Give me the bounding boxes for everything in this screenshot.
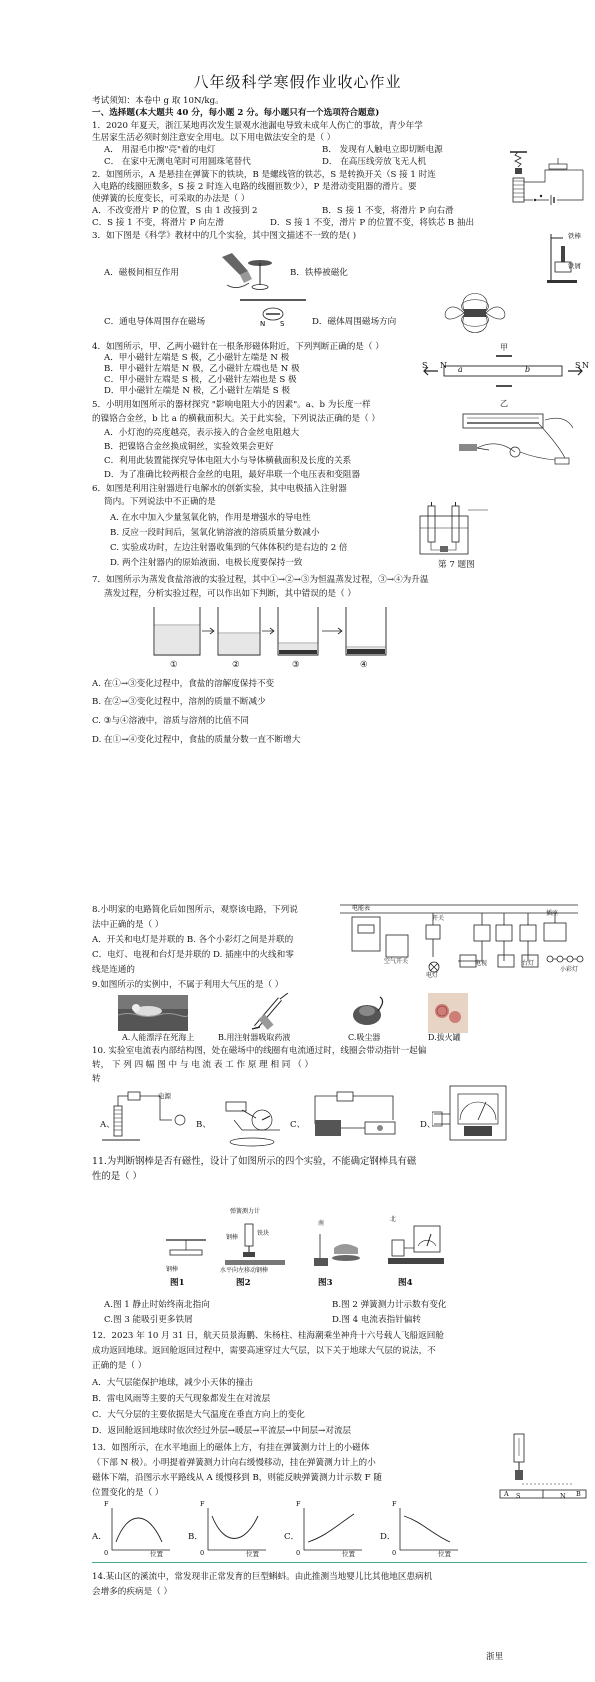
q4-option-a: A．甲小磁针左端是 S 极，乙小磁针左端是 N 极 <box>104 353 290 363</box>
q3-stem: 3．如下图是《科学》教材中的几个实验，其中图文描述不一致的是( ) <box>92 231 357 241</box>
q5-stem: 5．小明用如图所示的器材探究 "影响电阻大小的因素"。a、b 为长度一样 <box>92 400 371 410</box>
q7-label-3: ③ <box>292 660 300 670</box>
q13-graph-b-axis-x: 位置 <box>246 1550 259 1558</box>
q13-graph-d <box>392 1506 462 1556</box>
q1-stem: 1．2020 年夏天，浙江某地再次发生景观水池漏电导致未成年人伤亡的事故，青少年学 <box>92 121 423 131</box>
q13-graph-c-axis-x: 位置 <box>342 1550 355 1558</box>
q11-option-b: B.图 2 弹簧测力计示数有变化 <box>332 1300 447 1310</box>
q8-fig-label-socket: 插座 <box>546 910 559 917</box>
q4-option-b: B．甲小磁针左端是 N 极，乙小磁针左端也是 N 极 <box>104 364 300 374</box>
q11-fig-label-spring: 弹簧测力计 <box>230 1208 261 1215</box>
q12-option-c: C．大气分层的主要依据是大气温度在垂直方向上的变化 <box>92 1410 305 1420</box>
q4-fig-label-yi: 乙 <box>500 399 508 408</box>
q2-solenoid-figure <box>505 150 590 212</box>
q13-stem-3: 磁体下端，沿图示水平路线从 A 缓慢移到 B，则能反映弹簧测力计示数 F 随 <box>92 1473 382 1483</box>
svg-text:S: S <box>280 320 285 328</box>
q13-fig-label-n: N <box>560 1492 566 1500</box>
q1-stem-2: 生居家生活必须时刻注意安全用电。以下用电做法安全的是（ ） <box>92 133 336 143</box>
q12-option-d: D．返回舱返回地球时依次经过外层→暖层→平流层→中间层→对流层 <box>92 1426 352 1436</box>
q2-option-c: C．S 接 1 不变，将滑片 P 向左滑 <box>92 218 224 228</box>
q8-fig-label-air-switch: 空气开关 <box>384 958 409 965</box>
q13-graph-c-origin: 0 <box>296 1549 301 1557</box>
q13-graph-b <box>200 1506 270 1556</box>
q13-graph-c-axis-f: F <box>296 1500 301 1508</box>
q8-fig-label-lamp: 电灯 <box>426 972 439 979</box>
q9-figure-c-vacuum <box>348 995 386 1031</box>
q13-graph-label-d: D． <box>380 1532 396 1542</box>
q10-stem-2: 转， 下 列 四 幅 图 中 与 电 流 表 工 作 原 理 相 同 （ ） <box>92 1060 314 1070</box>
q11-fig-label-rod-1: 钢棒 <box>166 1266 179 1273</box>
q10-label-d: D、 <box>420 1120 436 1130</box>
q10-label-c: C、 <box>290 1120 306 1130</box>
q5-resistance-figure <box>455 408 585 478</box>
q8-option-d-cont: 线是连通的 <box>92 965 135 975</box>
q2-option-a: A．不改变滑片 P 的位置，S 由 1 改接到 2 <box>92 206 258 216</box>
q8-fig-label-meter: 电能表 <box>352 905 371 912</box>
q13-graph-a-axis-f: F <box>104 1500 109 1508</box>
q6-figure-caption: 第 7 题图 <box>438 560 475 570</box>
q11-figure-2 <box>215 1222 295 1272</box>
q13-fig-label-b: B <box>576 1490 581 1498</box>
q12-option-b: B．雷电风雨等主要的天气现象都发生在对流层 <box>92 1394 271 1404</box>
q7-stem-2: 蒸发过程，分析实验过程，可以作出如下判断，其中错误的是（ ） <box>104 589 356 599</box>
q6-stem-2: 筒内。下列说法中不正确的是 <box>104 497 216 507</box>
q13-graph-a-origin: 0 <box>104 1549 109 1557</box>
q7-option-b: B. 在②→③变化过程中，溶剂的质量不断减少 <box>92 697 266 707</box>
q8-fig-label-desk-lamp: 台灯 <box>522 960 535 967</box>
q9-figure-b-syringe <box>250 993 292 1033</box>
q11-fig-label-south: 南 <box>318 1220 325 1227</box>
q3-fig-label-filings: 铁屑 <box>568 262 581 270</box>
q4-fig-n-right: N <box>582 361 589 370</box>
q3-figure-b-magnetize <box>545 232 589 287</box>
q7-option-a: A. 在①→③变化过程中，食盐的溶解度保持不变 <box>92 679 275 689</box>
q11-option-d: D.图 4 电流表指针偏转 <box>332 1315 421 1325</box>
q12-option-a: A．大气层能保护地球，减少小天体的撞击 <box>92 1378 253 1388</box>
q5-option-b: B．把镍铬合金丝换成铜丝，实验效果会更好 <box>104 442 274 452</box>
q13-stem-2: （下部 N 极）。小明提着弹簧测力计向右缓慢移动，挂在弹簧测力计上的小 <box>92 1458 376 1468</box>
q11-fig-label-iron: 铁块 <box>257 1230 270 1237</box>
q7-label-1: ① <box>170 660 178 670</box>
q2-stem-2: 入电路的线圈匝数多，S 接 2 时连入电路的线圈匝数少），P 是滑动变阻器的滑片。要 <box>92 182 417 192</box>
q8-stem: 8.小明家的电路简化后如图所示，观察该电路，下列说 <box>92 905 298 915</box>
q9-figure-a-dead-sea <box>118 995 188 1031</box>
q11-fig-label-2: 图2 <box>236 1278 251 1288</box>
q13-graph-d-axis-f: F <box>392 1500 397 1508</box>
q7-stem: 7．如图所示为蒸发食盐溶液的实验过程，其中①→②→③为恒温蒸发过程，③→④为升温 <box>92 575 429 585</box>
q13-divider <box>92 1562 587 1563</box>
q13-graph-label-c: C． <box>284 1532 300 1542</box>
q8-circuit-figure <box>338 895 588 987</box>
q8-fig-label-tv: 电视 <box>475 960 488 967</box>
q1-option-d: D． 在高压线旁放飞无人机 <box>322 157 427 167</box>
q11-figure-1 <box>162 1238 210 1268</box>
q3-fig-label-rod: 铁棒 <box>568 232 581 240</box>
q11-fig-label-1: 图1 <box>170 1278 185 1288</box>
q10-figure-d <box>432 1084 512 1148</box>
q13-graph-d-origin: 0 <box>392 1549 397 1557</box>
q7-option-c: C. ③与④溶液中，溶质与溶剂的比值不同 <box>92 716 249 726</box>
q9-option-d: D.拔火罐 <box>428 1033 461 1042</box>
q4-fig-s-left: S <box>422 361 428 370</box>
q3-option-c: C．通电导体周围存在磁场 <box>104 317 206 327</box>
q13-fig-label-s: S <box>516 1492 521 1500</box>
q12-stem-3: 正确的是（ ） <box>92 1361 147 1371</box>
q14-stem-2: 会增多的疾病是（ ） <box>92 1587 173 1597</box>
page-footer: 浙里 <box>486 1652 504 1662</box>
q6-option-d: D. 两个注射器内的原始液面、电极长度要保持一致 <box>110 558 303 568</box>
q13-graph-b-axis-f: F <box>200 1500 205 1508</box>
q6-option-c: C. 实验成功时，左边注射器收集到的气体体积约是右边的 2 倍 <box>110 543 348 553</box>
q13-graph-a <box>104 1506 174 1556</box>
q4-stem: 4．如图所示，甲、乙两小磁针在一根条形磁体附近，下列判断正确的是（ ） <box>92 342 384 352</box>
q7-label-2: ② <box>232 660 240 670</box>
q7-beakers-figure <box>150 603 420 673</box>
q9-option-a: A.人能漂浮在死海上 <box>122 1033 195 1042</box>
q13-graph-d-axis-x: 位置 <box>438 1550 451 1558</box>
q4-fig-label-a: a <box>458 365 463 374</box>
q9-option-b: B.用注射器吸取药液 <box>218 1033 291 1042</box>
q11-option-a: A.图 1 静止时始终南北指向 <box>104 1300 210 1310</box>
q12-stem: 12．2023 年 10 月 31 日，航天员景海鹏、朱杨柱、桂海潮乘坐神舟十六号载人飞船返回舱 <box>92 1331 444 1341</box>
q5-option-c: C．利用此装置能探究导体电阻大小与导体横截面积及长度的关系 <box>104 456 352 466</box>
q13-graph-a-axis-x: 位置 <box>150 1550 163 1558</box>
q10-label-b: B、 <box>196 1120 211 1130</box>
q11-fig-label-direction: 水平向左移动钢棒 <box>220 1267 269 1274</box>
q8-fig-label-switch: 开关 <box>432 915 445 922</box>
q5-stem-2: 的镍铬合金丝，b 比 a 的横截面积大。关于此实验，下列说法正确的是（ ） <box>92 414 380 424</box>
q13-stem-4: 位置变化的是（ ） <box>92 1488 164 1498</box>
q3-figure-a-magnets <box>212 245 277 297</box>
q6-stem: 6．如图是利用注射器进行电解水的创新实验，其中电极插入注射器 <box>92 484 347 494</box>
q4-fig-n-left: N <box>440 361 447 370</box>
q12-stem-2: 成功返回地球。返回舱返回过程中，需要高速穿过大气层，以下关于地球大气层的说法，不 <box>92 1346 436 1356</box>
q13-graph-b-origin: 0 <box>200 1549 205 1557</box>
q11-fig-label-4: 图4 <box>398 1278 413 1288</box>
q6-option-a: A. 在水中加入少量氢氧化钠，作用是增强水的导电性 <box>110 513 311 523</box>
q13-fig-label-a: A <box>504 1490 509 1498</box>
q4-fig-s-right: S <box>575 361 581 370</box>
page-title: 八年级科学寒假作业收心作业 <box>193 73 402 91</box>
q2-stem-3: 使弹簧的长度变长，可采取的办法是（ ） <box>92 194 250 204</box>
q3-figure-c-wire <box>238 292 308 330</box>
svg-text:N: N <box>260 320 266 328</box>
q8-fig-label-color-lights: 小彩灯 <box>560 966 579 973</box>
q11-figure-4 <box>386 1222 446 1270</box>
exam-notice: 考试须知：本卷中 g 取 10N/kg。 <box>92 96 224 106</box>
q8-options-cd: C．电灯、电视和台灯是并联的 D. 插座中的火线和零 <box>92 950 294 960</box>
q4-option-d: D．甲小磁针左端是 N 极，乙小磁针左端是 S 极 <box>104 386 290 396</box>
section-heading: 一、选择题(本大题共 40 分，每小题 2 分。每小题只有一个选项符合题意) <box>92 108 380 118</box>
q11-fig-label-north: 北 <box>390 1216 397 1223</box>
q13-graph-label-b: B． <box>188 1532 203 1542</box>
q4-fig-label-b: b <box>525 365 531 374</box>
q9-option-c: C.吸尘器 <box>348 1033 381 1042</box>
q11-fig-label-rod: 钢棒 <box>226 1234 239 1241</box>
q1-option-a: A． 用湿毛巾擦"亮"着的电灯 <box>104 145 216 155</box>
q14-stem: 14.某山区的溪流中，常发现非正常发育的巨型蝌蚪。由此推测当地婴儿比其他地区患病机 <box>92 1572 433 1582</box>
q6-electrolysis-figure <box>412 500 492 558</box>
q13-stem: 13．如图所示，在水平地面上的磁体上方，有挂在弹簧测力计上的小磁体 <box>92 1443 370 1453</box>
q10-figure-b <box>212 1090 292 1148</box>
q2-option-b: B．S 接 1 不变，将滑片 P 向右滑 <box>322 206 454 216</box>
q3-option-a: A．磁极间相互作用 <box>104 268 179 278</box>
q10-label-a: A、 <box>100 1120 115 1130</box>
q9-stem: 9.如图所示的实例中，不属于利用大气压的是（ ） <box>92 980 284 990</box>
q11-stem: 11.为判断钢棒是否有磁性，设计了如图所示的四个实验，不能确定钢棒具有磁 <box>92 1156 417 1167</box>
q13-graph-label-a: A． <box>92 1532 107 1542</box>
q8-options-ab: A．开关和电灯是并联的 B. 各个小彩灯之间是并联的 <box>92 935 294 945</box>
q4-option-c: C．甲小磁针左端是 S 极，乙小磁针左端也是 S 极 <box>104 375 297 385</box>
q6-option-b: B. 反应一段时间后，氢氧化钠溶液的溶质质量分数减小 <box>110 528 320 538</box>
q10-stem: 10. 实验室电流表内部结构图，处在磁场中的线圈有电流通过时，线圈会带动指针一起偏 <box>92 1046 427 1056</box>
q2-option-d: D．S 接 1 不变，滑片 P 的位置不变，将铁芯 B 抽出 <box>270 218 475 228</box>
q3-option-d: D．磁体周围磁场方向 <box>312 317 397 327</box>
q2-stem: 2．如图所示，A 是悬挂在弹簧下的铁块，B 是螺线管的铁芯，S 是转换开关（S 接 1 时连 <box>92 170 436 180</box>
q11-figure-3 <box>310 1228 365 1272</box>
q11-stem-2: 性的是（ ） <box>92 1171 142 1182</box>
q10-stem-3: 转 <box>92 1074 101 1084</box>
q1-option-b: B． 发现有人触电立即切断电源 <box>322 145 443 155</box>
q9-figure-d-cupping <box>428 993 468 1033</box>
q8-stem-2: 法中正确的是（ ） <box>92 920 164 930</box>
q11-fig-label-3: 图3 <box>318 1278 333 1288</box>
q10-figure-a <box>100 1090 195 1148</box>
q1-option-c: C． 在家中无测电笔时可用圆珠笔替代 <box>104 157 251 167</box>
q4-fig-label-jia: 甲 <box>500 343 508 352</box>
q3-option-b: B．铁棒被磁化 <box>290 268 348 278</box>
q7-option-d: D. 在①→④变化过程中，食盐的质量分数一直不断增大 <box>92 735 301 745</box>
q3-figure-d-field <box>440 292 510 334</box>
q10-fig-power-label: 电源 <box>158 1092 171 1100</box>
q10-figure-c <box>305 1090 405 1148</box>
q13-graph-c <box>296 1506 366 1556</box>
q11-option-c: C.图 3 能吸引更多铁屑 <box>104 1315 193 1325</box>
q5-option-a: A．小灯泡的亮度越亮，表示接入的合金丝电阻越大 <box>104 428 300 438</box>
q7-label-4: ④ <box>360 660 368 670</box>
q5-option-d: D．为了准确比较两根合金丝的电阻，最好串联一个电压表和变阻器 <box>104 470 361 480</box>
